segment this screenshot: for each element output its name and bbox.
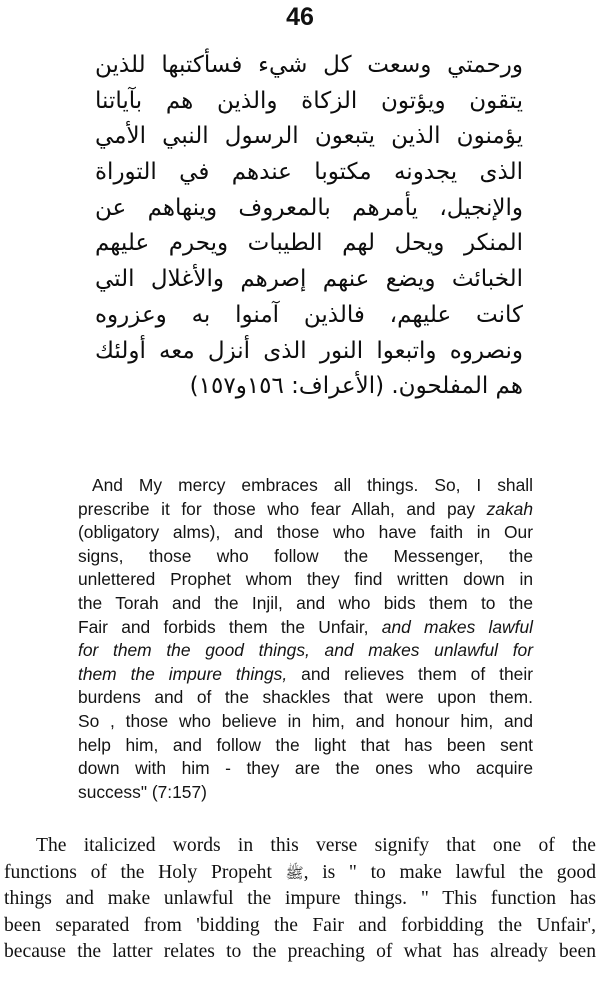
commentary-line — [4, 886, 596, 913]
translation-line — [78, 616, 533, 640]
translation-text: Fair and forbids them the Unfair, — [78, 616, 382, 637]
translation-line — [78, 757, 533, 781]
translation-text: and relieves them of their — [287, 663, 533, 684]
commentary-line — [4, 833, 596, 860]
commentary-paragraph — [4, 833, 596, 966]
page-number: 46 — [286, 3, 314, 31]
arabic-verse-line: الذى يجدونه مكتوبا عندهم في التوراة — [95, 159, 523, 186]
italic-phrase: for them the good things, and makes unlawful for — [78, 640, 533, 661]
translation-line — [78, 639, 533, 663]
translation-text: prescribe it for those who fear Allah, and pay — [78, 498, 487, 519]
translation-text: help him, and follow the light that has been sent — [78, 734, 533, 755]
arabic-verse-line: المنكر ويحل لهم الطيبات ويحرم عليهم — [95, 230, 523, 257]
arabic-verse-line: كانت عليهم، فالذين آمنوا به وعزروه — [95, 301, 523, 328]
translation-text: the Torah and the Injil, and who bids them to the — [78, 592, 533, 613]
commentary-text: functions of the Holy Propeht — [4, 861, 286, 883]
translation-line — [78, 781, 533, 805]
arabic-verse-line: يؤمنون الذين يتبعون الرسول النبي الأمي — [95, 123, 523, 150]
translation-line — [78, 568, 533, 592]
translation-line — [78, 686, 533, 710]
translation-line — [78, 498, 533, 522]
translation-text: signs, those who follow the Messenger, the — [78, 545, 533, 566]
translation-text: burdens and of the shackles that were upon them. — [78, 687, 533, 708]
italic-phrase: them the impure things, — [78, 663, 288, 684]
arabic-verse-line: ونصروه واتبعوا النور الذى أنزل معه أولئك — [95, 337, 523, 364]
translation-line — [78, 545, 533, 569]
translation-text: (obligatory alms), and those who have faith in Our — [78, 522, 533, 543]
arabic-verse-line: الخبائث ويضع عنهم إصرهم والأغلال التي — [95, 266, 523, 293]
verse-translation — [78, 474, 533, 804]
arabic-verse-line: يتقون ويؤتون الزكاة والذين هم بآياتنا — [95, 87, 523, 114]
translation-text: unlettered Prophet whom they find written down in — [78, 569, 533, 590]
translation-line — [78, 592, 533, 616]
commentary-line — [4, 913, 596, 940]
arabic-verse — [95, 48, 523, 405]
arabic-verse-line: والإنجيل، يأمرهم بالمعروف وينهاهم عن — [95, 194, 523, 221]
translation-text: So , those who believe in him, and honour him, and — [78, 710, 533, 731]
commentary-text: because the latter relates to the preaching of what has already been — [4, 941, 596, 963]
translation-line — [78, 521, 533, 545]
arabic-verse-line: ورحمتي وسعت كل شيء فسأكتبها للذين — [95, 52, 523, 78]
italic-term: zakah — [486, 498, 533, 519]
italic-phrase: and makes lawful — [381, 616, 533, 637]
commentary-text: The italicized words in this verse signify that one of the — [36, 835, 596, 856]
translation-text: down with him - they are the ones who acquire — [78, 758, 533, 779]
commentary-text: been separated from 'bidding the Fair and forbidding the Unfair', — [4, 914, 596, 936]
translation-line — [78, 474, 533, 498]
translation-line — [78, 663, 533, 687]
arabic-verse-line: هم المفلحون. (الأعراف: ١٥٦و١٥٧) — [189, 373, 523, 400]
commentary-text: , is " to make lawful the good — [303, 861, 596, 883]
salutation-glyph: ﷺ — [285, 863, 304, 882]
translation-line — [78, 734, 533, 758]
translation-text: success" (7:157) — [78, 781, 207, 802]
commentary-line — [4, 860, 596, 887]
translation-text: And My mercy embraces all things. So, I shall — [92, 475, 533, 495]
translation-line — [78, 710, 533, 734]
commentary-line — [4, 939, 596, 966]
commentary-text: things and make unlawful the impure things. " This function has — [4, 888, 596, 910]
